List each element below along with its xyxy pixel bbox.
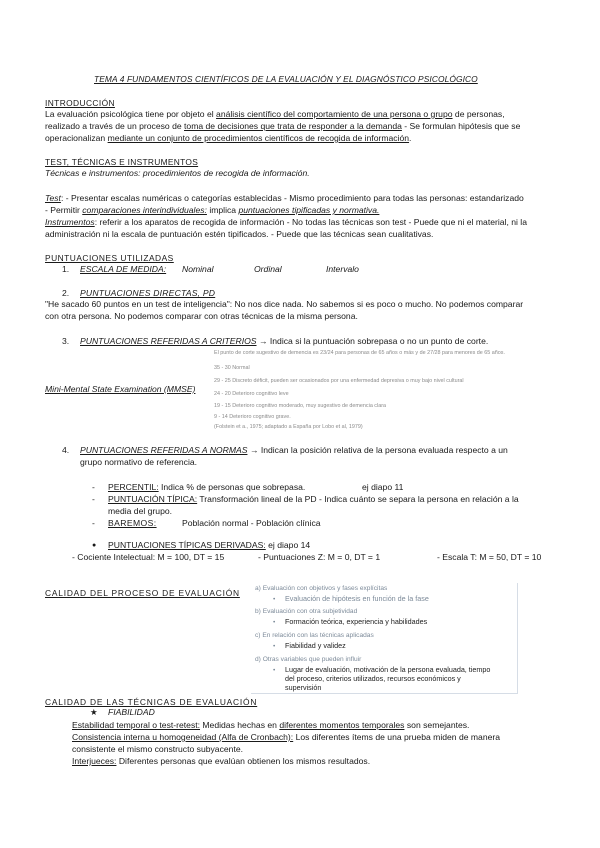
dash-bullet: - [92,482,95,492]
item2-line-2: con otra persona. No podemos comparar con otras técnicas de la misma persona. [45,311,358,321]
derived-scores-line [108,540,310,551]
temporal-stability-label: Estabilidad temporal o test-retest: [72,720,201,730]
test-line-1 [45,193,524,204]
bullet-icon: • [273,596,276,603]
process-item-d: d) Otras variables que pueden influir [255,656,362,663]
document-title: TEMA 4 FUNDAMENTOS CIENTÍFICOS DE LA EVALUACIÓN Y EL DIAGNÓSTICO PSICOLÓGICO [94,74,478,84]
process-item-a-sub: Evaluación de hipótesis en función de la fase [285,594,429,603]
mmse-label: Mini-Mental State Examination (MMSE) [45,384,196,394]
intro-underlined-text: mediante un conjunto de procedimientos científicos de recogida de información [107,133,410,143]
instr-label: Instrumentos [45,217,95,227]
process-item-d-sub-3: supervisión [285,683,322,692]
intro-underlined-text: toma de decisiones que trata de responder a la demanda [184,121,402,131]
test-text: implica [206,205,239,215]
derived-scores-example: ej diapo 14 [265,540,311,550]
instr-line-1 [45,217,527,228]
item3-line [80,336,488,347]
bullet-icon: ● [92,542,97,549]
bullet-icon: • [273,643,276,650]
mmse-line: 9 - 14 Deterioro cognitivo grave. [214,414,291,420]
bullet-icon: • [273,619,276,626]
item3-label: PUNTUACIONES REFERIDAS A CRITERIOS [80,336,257,346]
typical-score-line-2: media del grupo. [108,506,173,516]
item2-label: PUNTUACIONES DIRECTAS, PD [80,288,216,298]
process-item-b-sub: Formación teórica, experiencia y habilidades [285,617,428,626]
mmse-table-image [214,350,524,432]
mmse-line: El punto de corte sugestivo de demencia es 23/24 para personas de 65 años o más y de 27/28 para menores de 65 años. [214,350,505,356]
item3-num: 3. [62,336,70,346]
test-line-2 [45,205,379,216]
intro-text: operacionalizan [45,133,108,143]
intro-line-3 [45,133,411,144]
item4-label: PUNTUACIONES REFERIDAS A NORMAS [80,445,248,455]
scale-nominal: Nominal [182,264,214,274]
typical-score-label: PUNTUACIÓN TÍPICA: [108,494,198,504]
process-quality-image [251,583,518,694]
baremos-text: Población normal - Población clínica [182,518,321,528]
item1-label: ESCALA DE MEDIDA: [80,264,167,274]
intro-text: . [409,133,412,143]
interrater-line [72,756,370,767]
item1-num: 1. [62,264,70,274]
star-icon: ★ [90,707,98,717]
temporal-stability-line [72,720,469,731]
percentile-example: ej diapo 11 [362,482,404,492]
dash-bullet: - [92,494,95,504]
intro-underlined-text: análisis científico del comportamiento de una persona o grupo [216,109,453,119]
baremos-label: BAREMOS: [108,518,157,528]
item4-line-2: grupo normativo de referencia. [80,457,198,467]
typical-score-text: Transformación lineal de la PD - Indica cuánto se separa la persona en relación a la [197,494,519,504]
process-heading: CALIDAD DEL PROCESO DE EVALUACIÓN [45,588,240,598]
percentile-line [108,482,305,493]
mmse-line: 29 - 25 Discreto déficit, pueden ser ocasionados por una enfermedad depresiva o muy bajo nivel cultural [214,378,464,384]
intro-line-2 [45,121,520,132]
process-item-c: c) En relación con las técnicas aplicadas [255,632,374,639]
typical-score-line [108,494,519,505]
internal-consistency-line [72,732,500,743]
test-underlined-text: puntuaciones tipificadas y normativa. [238,205,380,215]
instr-line-2: administración ni la escala de puntuación estén tipificados. - Puede que las técnicas sean cualitativas. [45,229,434,239]
intro-heading: INTRODUCCIÓN [45,98,115,108]
percentile-label: PERCENTIL: [108,482,159,492]
techniques-heading: CALIDAD DE LAS TÉCNICAS DE EVALUACIÓN [45,697,258,707]
percentile-text: Indica % de personas que sobrepasa. [158,482,306,492]
temporal-stability-text: Medidas hechas en [200,720,280,730]
reliability-label: FIABILIDAD [108,707,155,717]
item2-line-1: "He sacado 60 puntos en un test de inteligencia": No nos dice nada. No sabemos si es poco o mucho. No podemos comparar [45,299,524,309]
bullet-icon: • [273,667,276,674]
mmse-line: 24 - 20 Deterioro cognitivo leve [214,391,289,397]
temporal-stability-text: son semejantes. [404,720,470,730]
internal-consistency-line-2: consistente el mismo constructo subyacente. [72,744,244,754]
process-item-a: a) Evaluación con objetivos y fases explícitas [255,585,388,592]
arrow-icon: → [247,445,261,455]
interrater-label: Interjueces: [72,756,117,766]
interrater-text: Diferentes personas que evalúan obtienen los mismos resultados. [116,756,371,766]
item3-text: Indica si la puntuación sobrepasa o no un punto de corte. [269,336,489,346]
scale-ordinal: Ordinal [254,264,282,274]
instr-text: : referir a los aparatos de recogida de información - No todas las técnicas son test - Puede que ni el material, ni la [94,217,527,227]
process-item-c-sub: Fiabilidad y validez [285,641,346,650]
t-score: - Escala T: M = 50, DT = 10 [437,552,542,562]
intro-text: de personas, [452,109,505,119]
dash-bullet: - [92,518,95,528]
tests-subtitle: Técnicas e instrumentos: procedimientos de recogida de información. [45,168,310,178]
test-underlined-text: comparaciones interindividuales: [82,205,207,215]
process-item-b: b) Evaluación con otra subjetividad [255,608,358,615]
intro-text: La evaluación psicológica tiene por objeto el [45,109,217,119]
mmse-line: 19 - 15 Deterioro cognitivo moderado, muy sugestivo de demencia clara [214,403,386,409]
item4-line-1 [80,445,508,456]
temporal-stability-underlined: diferentes momentos temporales [279,720,405,730]
mmse-line: 35 - 30 Normal [214,365,250,371]
scores-heading: PUNTUACIONES UTILIZADAS [45,253,174,263]
item4-num: 4. [62,445,70,455]
internal-consistency-text: Los diferentes ítems de una prueba miden de manera [293,732,501,742]
arrow-icon: → [256,336,270,346]
tests-heading: TEST, TÉCNICAS E INSTRUMENTOS [45,157,199,167]
process-item-d-sub-2: del proceso, criterios utilizados, recursos económicos y [285,674,461,683]
internal-consistency-label: Consistencia interna u homogeneidad (Alfa de Cronbach): [72,732,294,742]
test-label: Test [45,193,61,203]
z-score: - Puntuaciones Z: M = 0, DT = 1 [258,552,381,562]
mmse-line: (Folstein et a., 1975; adaptado a España por Lobo et al, 1979) [214,424,363,430]
intro-line-1 [45,109,505,120]
intro-text: realizado a través de un proceso de [45,121,185,131]
item2-num: 2. [62,288,70,298]
test-text: : - Presentar escalas numéricas o categorías establecidas - Mismo procedimiento para todas las personas: estandarizado [60,193,524,203]
process-item-d-sub-1: Lugar de evaluación, motivación de la persona evaluada, tiempo [285,665,491,674]
item4-text: Indican la posición relativa de la persona evaluada respecto a un [260,445,508,455]
iq-score: - Cociente Intelectual: M = 100, DT = 15 [72,552,225,562]
derived-scores-label: PUNTUACIONES TÍPICAS DERIVADAS: [108,540,266,550]
intro-text: - Se formulan hipótesis que se [401,121,521,131]
scale-interval: Intervalo [326,264,359,274]
test-text: - Permitir [45,205,83,215]
